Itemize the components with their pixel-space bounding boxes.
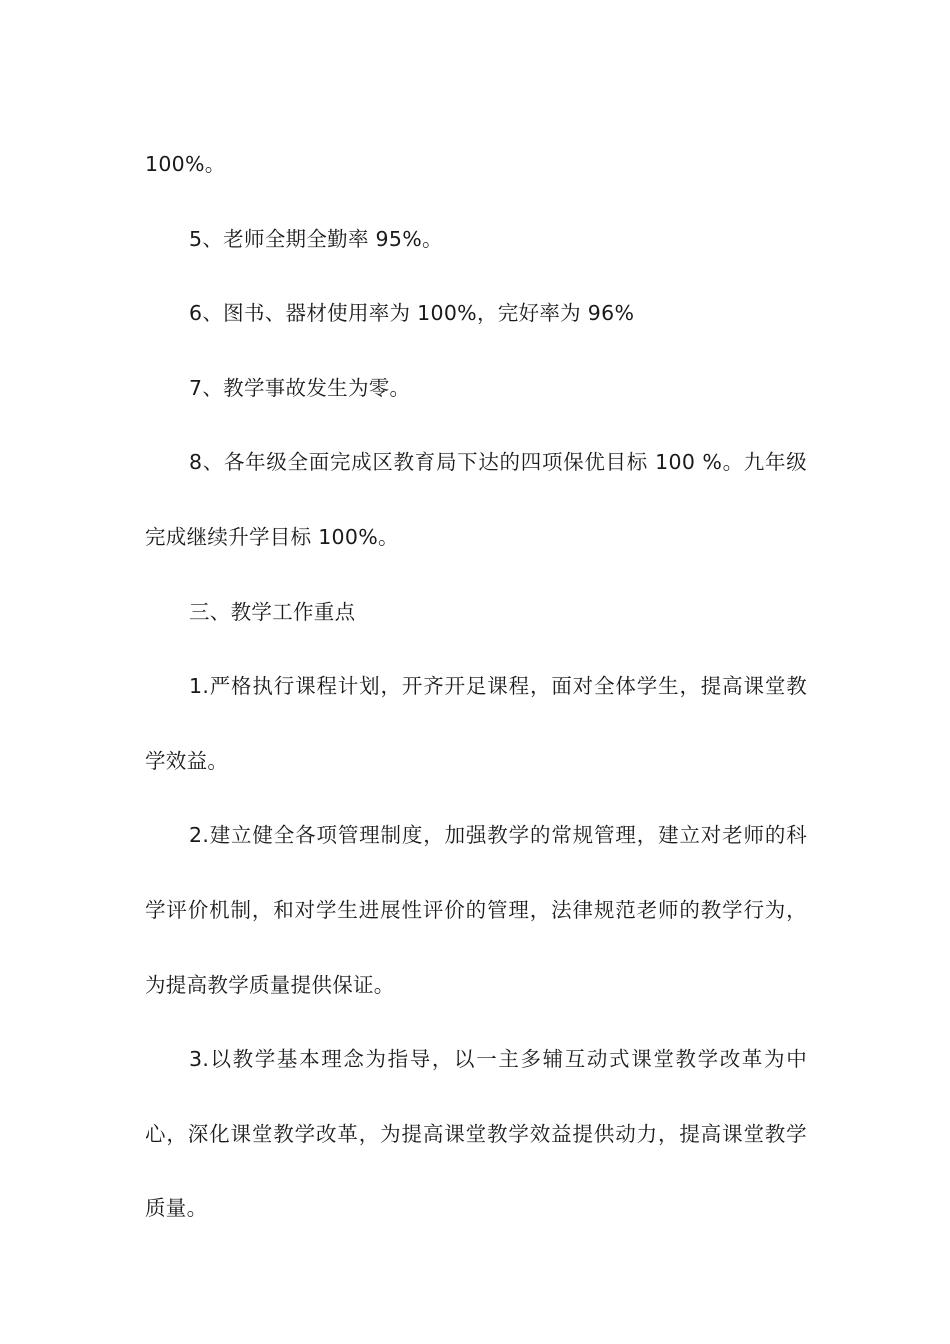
paragraph-item-8: 8、各年级全面完成区教育局下达的四项保优目标 100 %。九年级完成继续升学目标 100%。 [145, 450, 807, 549]
paragraph-point-2: 2.建立健全各项管理制度，加强教学的常规管理，建立对老师的科学评价机制，和对学生进展性评价的管理，法律规范老师的教学行为，为提高教学质量提供保证。 [145, 823, 807, 997]
document-body [145, 127, 807, 1246]
paragraph-point-1: 1.严格执行课程计划，开齐开足课程，面对全体学生，提高课堂教学效益。 [145, 674, 807, 773]
paragraph-item-5: 5、老师全期全勤率 95%。 [189, 226, 443, 251]
paragraph-item-7: 7、教学事故发生为零。 [189, 375, 411, 400]
paragraph-point-3: 3.以教学基本理念为指导，以一主多辅互动式课堂教学改革为中心，深化课堂教学改革，为提高课堂教学效益提供动力，提高课堂教学质量。 [145, 1047, 807, 1221]
paragraph-item-6: 6、图书、器材使用率为 100%，完好率为 96% [189, 301, 635, 326]
paragraph-continuation: 100%。 [145, 152, 226, 176]
section-heading: 三、教学工作重点 [189, 599, 356, 624]
